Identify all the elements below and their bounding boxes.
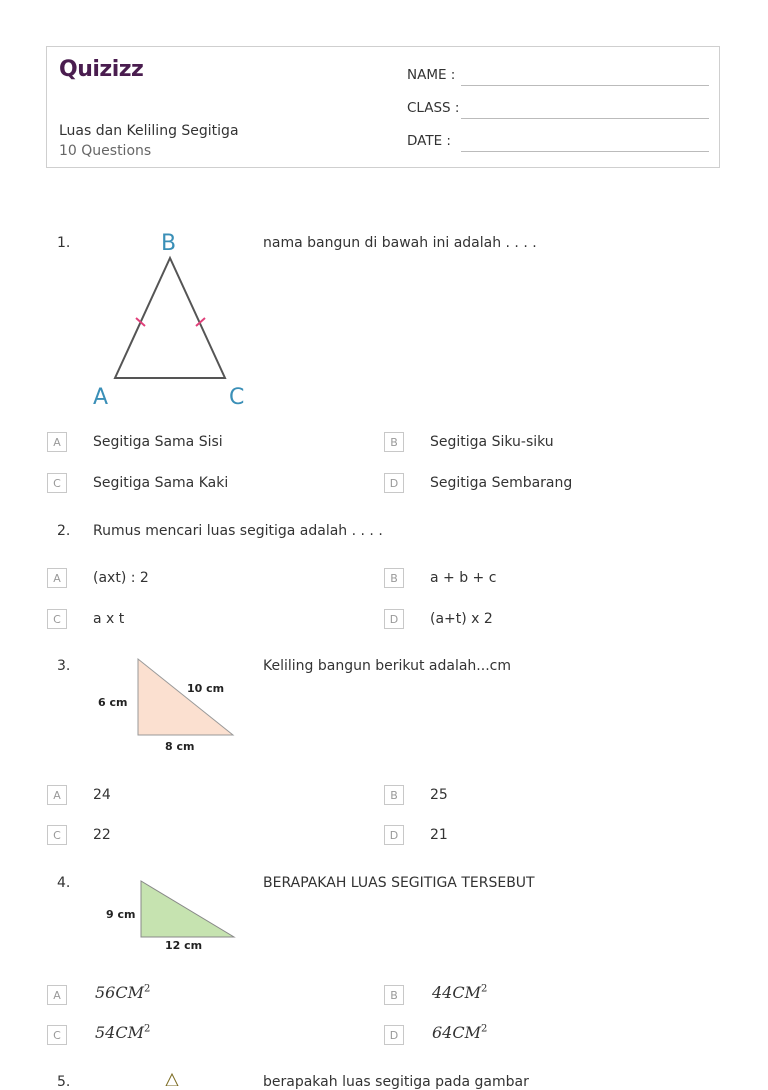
question-text: berapakah luas segitiga pada gambar: [263, 1074, 529, 1090]
option-letter-box[interactable]: D: [384, 1025, 404, 1045]
date-field[interactable]: [461, 151, 709, 152]
vertex-label-b: B: [161, 231, 177, 256]
option-text[interactable]: (axt) : 2: [93, 570, 149, 586]
option-letter-box[interactable]: B: [384, 785, 404, 805]
right-triangle-figure-q4: [100, 875, 245, 955]
question-number: 5.: [57, 1074, 71, 1090]
option-letter-box[interactable]: C: [47, 825, 67, 845]
option-text[interactable]: $64CM^2$: [432, 1023, 488, 1042]
option-letter-box[interactable]: C: [47, 609, 67, 629]
question-text: nama bangun di bawah ini adalah . . . .: [263, 235, 537, 251]
date-label: DATE :: [407, 133, 451, 149]
triangle-shape: [138, 659, 233, 735]
quizizz-logo: Quizizz: [59, 57, 144, 82]
option-text[interactable]: 25: [430, 787, 448, 803]
option-letter-box[interactable]: D: [384, 473, 404, 493]
question-number: 4.: [57, 875, 71, 891]
option-text[interactable]: a x t: [93, 611, 125, 627]
name-field[interactable]: [461, 85, 709, 86]
option-letter-box[interactable]: D: [384, 825, 404, 845]
option-text[interactable]: 22: [93, 827, 111, 843]
vertex-label-a: A: [93, 385, 109, 410]
option-text[interactable]: $56CM^2$: [95, 983, 151, 1002]
isosceles-triangle-figure: [85, 228, 255, 413]
option-letter-box[interactable]: C: [47, 473, 67, 493]
triangle-shape: [141, 881, 234, 937]
option-text[interactable]: a + b + c: [430, 570, 497, 586]
option-letter-box[interactable]: A: [47, 985, 67, 1005]
option-letter-box[interactable]: C: [47, 1025, 67, 1045]
side-label-10cm: 10 cm: [187, 682, 225, 695]
option-letter-box[interactable]: A: [47, 785, 67, 805]
question-text: BERAPAKAH LUAS SEGITIGA TERSEBUT: [263, 875, 535, 891]
question-text: Keliling bangun berikut adalah...cm: [263, 658, 511, 674]
side-label-6cm: 6 cm: [98, 696, 128, 709]
option-letter-box[interactable]: A: [47, 568, 67, 588]
option-letter-box[interactable]: B: [384, 568, 404, 588]
question-number: 1.: [57, 235, 71, 251]
triangle-shape: [115, 258, 225, 378]
class-label: CLASS :: [407, 100, 460, 116]
side-label-8cm: 8 cm: [165, 740, 195, 753]
question-count: 10 Questions: [59, 143, 152, 159]
right-triangle-figure-q3: [90, 655, 245, 760]
question-number: 2.: [57, 523, 71, 539]
option-text[interactable]: 21: [430, 827, 448, 843]
vertex-label-c: C: [229, 385, 245, 410]
option-text[interactable]: $54CM^2$: [95, 1023, 151, 1042]
side-label-12cm: 12 cm: [165, 939, 203, 952]
worksheet-title: Luas dan Keliling Segitiga: [59, 123, 239, 139]
option-text[interactable]: Segitiga Siku-siku: [430, 434, 554, 450]
option-text[interactable]: 24: [93, 787, 111, 803]
question-number: 3.: [57, 658, 71, 674]
triangle-figure-q5: [160, 1072, 184, 1086]
class-field[interactable]: [461, 118, 709, 119]
option-text[interactable]: (a+t) x 2: [430, 611, 493, 627]
option-letter-box[interactable]: A: [47, 432, 67, 452]
option-text[interactable]: $44CM^2$: [432, 983, 488, 1002]
option-text[interactable]: Segitiga Sama Kaki: [93, 475, 229, 491]
side-label-9cm: 9 cm: [106, 908, 136, 921]
tick-mark-left: [136, 318, 145, 326]
worksheet-header: [46, 46, 720, 168]
option-text[interactable]: Segitiga Sembarang: [430, 475, 573, 491]
question-text: Rumus mencari luas segitiga adalah . . . .: [93, 523, 383, 539]
option-letter-box[interactable]: D: [384, 609, 404, 629]
option-letter-box[interactable]: B: [384, 432, 404, 452]
option-letter-box[interactable]: B: [384, 985, 404, 1005]
name-label: NAME :: [407, 67, 456, 83]
option-text[interactable]: Segitiga Sama Sisi: [93, 434, 223, 450]
